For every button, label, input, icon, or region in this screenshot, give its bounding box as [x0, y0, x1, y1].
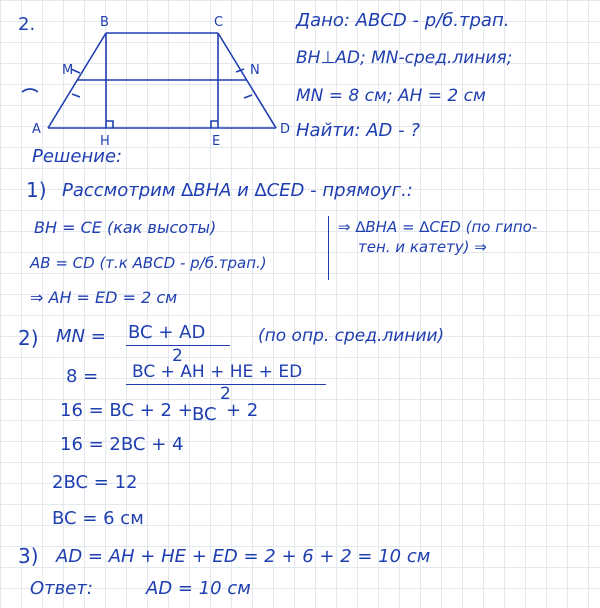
label-b: B [100, 15, 109, 30]
step-2-line-2-lhs: 8 = [66, 366, 99, 387]
solution-heading: Решение: [32, 146, 123, 167]
step-2-number: 2) [18, 326, 39, 350]
step-2-line-4: 16 = 2BC + 4 [60, 434, 184, 455]
step-1-conclusion-2: тен. и катету) ⇒ [358, 238, 487, 256]
step-2-line-2-denominator: 2 [220, 384, 231, 404]
step-2-line-6: BC = 6 см [52, 508, 144, 529]
label-n: N [250, 63, 260, 78]
right-angle-e [211, 121, 218, 128]
step-1-number: 1) [26, 178, 47, 202]
answer-text: AD = 10 см [146, 578, 251, 599]
label-c: C [214, 15, 224, 30]
problem-number: 2. [18, 14, 36, 35]
given-line-1: Дано: ABCD - р/б.трап. [296, 10, 510, 31]
step-2-line-3b: BC [192, 404, 217, 425]
margin-mark [22, 89, 38, 92]
step-2-line-5: 2BC = 12 [52, 472, 138, 493]
find-line: Найти: AD - ? [296, 120, 420, 141]
step-2-lhs: MN = [56, 326, 106, 347]
answer-label: Ответ: [30, 578, 93, 599]
step-1-eq-1: BH = CE (как высоты) [34, 218, 217, 237]
step-2-denominator: 2 [172, 346, 183, 366]
step-2-numerator: BC + AD [128, 322, 206, 343]
step-1-text: Рассмотрим ∆BHA и ∆CED - прямоуг.: [62, 180, 413, 201]
tick-mark-ab-2 [72, 94, 80, 97]
step-3-text: AD = AH + HE + ED = 2 + 6 + 2 = 10 см [56, 546, 431, 567]
step-2-note: (по опр. сред.линии) [258, 326, 445, 346]
label-h: H [100, 134, 110, 149]
step-2-line-2-numerator: BC + AH + HE + ED [132, 362, 303, 382]
right-angle-h [106, 121, 113, 128]
brace-divider [328, 216, 329, 280]
step-3-number: 3) [18, 544, 39, 568]
label-e: E [212, 134, 221, 149]
step-2-line-3c: + 2 [226, 400, 259, 421]
step-1-conclusion-1: ⇒ ∆BHA = ∆CED (по гипо- [338, 218, 538, 236]
given-line-2: BH⊥AD; MN-сред.линия; [296, 48, 513, 68]
step-1-result: ⇒ AH = ED = 2 см [30, 288, 178, 307]
tick-mark-cd-2 [244, 95, 252, 98]
step-2-line-3a: 16 = BC + 2 + [60, 400, 193, 421]
given-line-3: MN = 8 см; AH = 2 см [296, 86, 486, 106]
label-a: A [32, 122, 41, 137]
label-m: M [62, 63, 74, 78]
label-d: D [280, 122, 291, 137]
step-1-eq-2: AB = CD (т.к ABCD - р/б.трап.) [30, 254, 267, 272]
